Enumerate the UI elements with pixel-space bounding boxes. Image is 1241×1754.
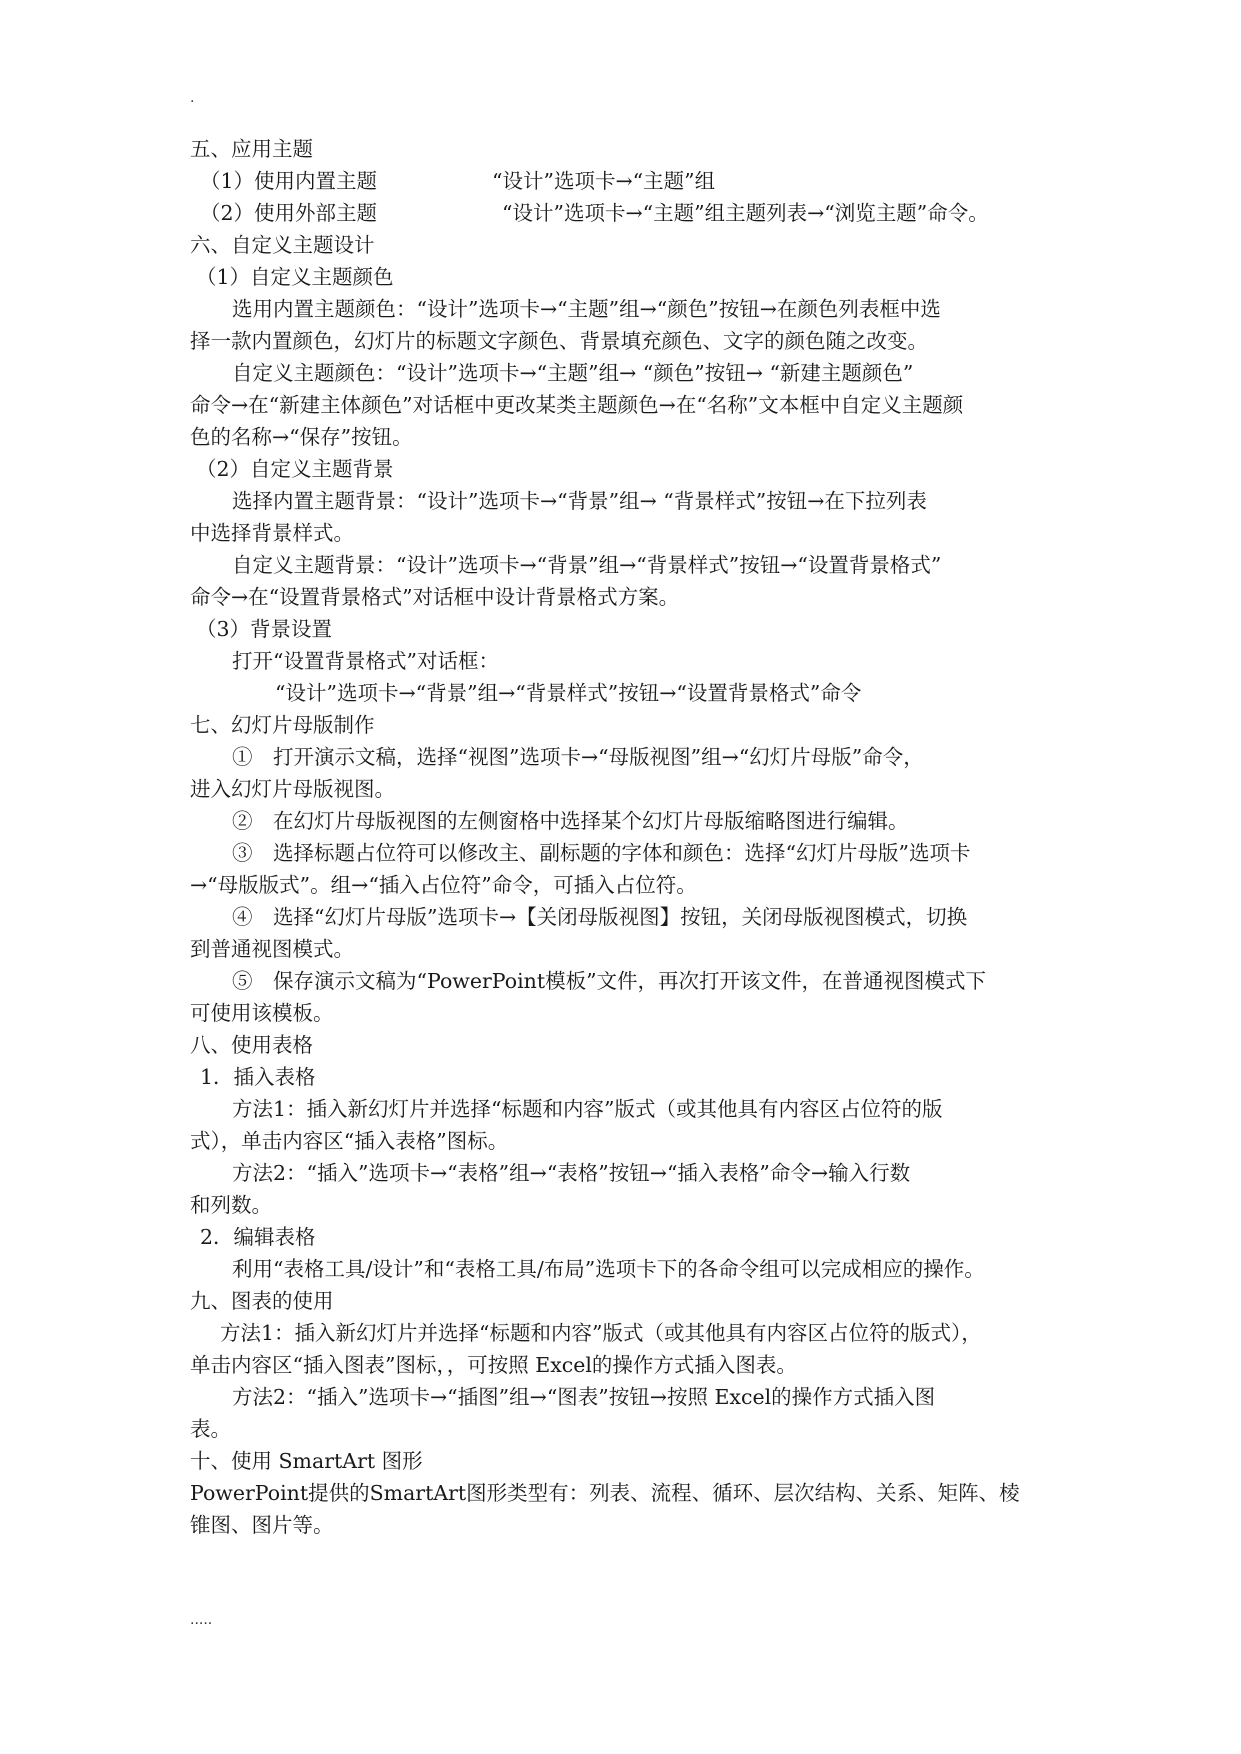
paragraph-line: “设计”选项卡→“背景”组→“背景样式”按钮→“设置背景格式”命令 [275, 681, 862, 705]
paragraph-line: 择一款内置颜色，幻灯片的标题文字颜色、背景填充颜色、文字的颜色随之改变。 [190, 329, 928, 353]
paragraph-line: PowerPoint提供的SmartArt图形类型有：列表、流程、循环、层次结构、关系、矩阵、棱 [190, 1481, 1020, 1505]
subheading: 1．插入表格 [200, 1065, 316, 1089]
paragraph-line: 色的名称→“保存”按钮。 [190, 425, 413, 449]
numbered-item: ① 打开演示文稿，选择“视图”选项卡→“母版视图”组→“幻灯片母版”命令， [232, 745, 924, 769]
numbered-item: ⑤ 保存演示文稿为“PowerPoint模板”文件，再次打开该文件，在普通视图模式下 [232, 969, 987, 993]
paragraph-line: 到普通视图模式。 [190, 937, 354, 961]
paragraph-line: 中选择背景样式。 [190, 521, 354, 545]
numbered-item: ③ 选择标题占位符可以修改主、副标题的字体和颜色：选择“幻灯片母版”选项卡 [232, 841, 971, 865]
paragraph-line: 命令→在“设置背景格式”对话框中设计背景格式方案。 [190, 585, 680, 609]
paragraph-line: 方法2：“插入”选项卡→“插图”组→“图表”按钮→按照 Excel的操作方式插入图 [232, 1385, 936, 1409]
header-mark: . [190, 90, 195, 106]
footer-mark: ..... [190, 1612, 213, 1628]
section-heading-10: 十、使用 SmartArt 图形 [190, 1449, 423, 1473]
paragraph-line: 锥图、图片等。 [190, 1513, 334, 1537]
paragraph-line: 表。 [190, 1417, 231, 1441]
numbered-item: ② 在幻灯片母版视图的左侧窗格中选择某个幻灯片母版缩略图进行编辑。 [232, 809, 909, 833]
subheading: （1）自定义主题颜色 [196, 265, 394, 289]
list-item-detail: “设计”选项卡→“主题”组主题列表→“浏览主题”命令。 [502, 201, 989, 225]
paragraph-line: 方法1：插入新幻灯片并选择“标题和内容”版式（或其他具有内容区占位符的版式）， [220, 1321, 982, 1345]
paragraph-line: 式），单击内容区“插入表格”图标。 [190, 1129, 509, 1153]
section-heading-9: 九、图表的使用 [190, 1289, 334, 1313]
section-heading-7: 七、幻灯片母版制作 [190, 713, 375, 737]
subheading: （2）自定义主题背景 [196, 457, 394, 481]
list-item-detail: “设计”选项卡→“主题”组 [492, 169, 716, 193]
section-heading-6: 六、自定义主题设计 [190, 233, 375, 257]
paragraph-line: 自定义主题背景：“设计”选项卡→“背景”组→“背景样式”按钮→“设置背景格式” [232, 553, 942, 577]
section-heading-5: 五、应用主题 [190, 137, 313, 161]
paragraph-line: 和列数。 [190, 1193, 272, 1217]
list-item: （2）使用外部主题 [200, 201, 378, 225]
section-heading-8: 八、使用表格 [190, 1033, 313, 1057]
list-item: （1）使用内置主题 [200, 169, 378, 193]
paragraph-line: 选择内置主题背景：“设计”选项卡→“背景”组→ “背景样式”按钮→在下拉列表 [232, 489, 927, 513]
paragraph-line: 命令→在“新建主体颜色”对话框中更改某类主题颜色→在“名称”文本框中自定义主题颜 [190, 393, 964, 417]
paragraph-line: →“母版版式”。组→“插入占位符”命令，可插入占位符。 [190, 873, 697, 897]
paragraph-line: 打开“设置背景格式”对话框： [232, 649, 499, 673]
paragraph-line: 自定义主题颜色：“设计”选项卡→“主题”组→ “颜色”按钮→ “新建主题颜色” [232, 361, 914, 385]
subheading: （3）背景设置 [196, 617, 333, 641]
numbered-item: ④ 选择“幻灯片母版”选项卡→【关闭母版视图】按钮，关闭母版视图模式，切换 [232, 905, 968, 929]
paragraph-line: 进入幻灯片母版视图。 [190, 777, 395, 801]
paragraph-line: 选用内置主题颜色：“设计”选项卡→“主题”组→“颜色”按钮→在颜色列表框中选 [232, 297, 941, 321]
paragraph-line: 方法2：“插入”选项卡→“表格”组→“表格”按钮→“插入表格”命令→输入行数 [232, 1161, 911, 1185]
paragraph-line: 单击内容区“插入图表”图标，，可按照 Excel的操作方式插入图表。 [190, 1353, 797, 1377]
paragraph-line: 可使用该模板。 [190, 1001, 334, 1025]
paragraph-line: 利用“表格工具/设计”和“表格工具/布局”选项卡下的各命令组可以完成相应的操作。 [232, 1257, 985, 1281]
subheading: 2．编辑表格 [200, 1225, 316, 1249]
paragraph-line: 方法1：插入新幻灯片并选择“标题和内容”版式（或其他具有内容区占位符的版 [232, 1097, 943, 1121]
